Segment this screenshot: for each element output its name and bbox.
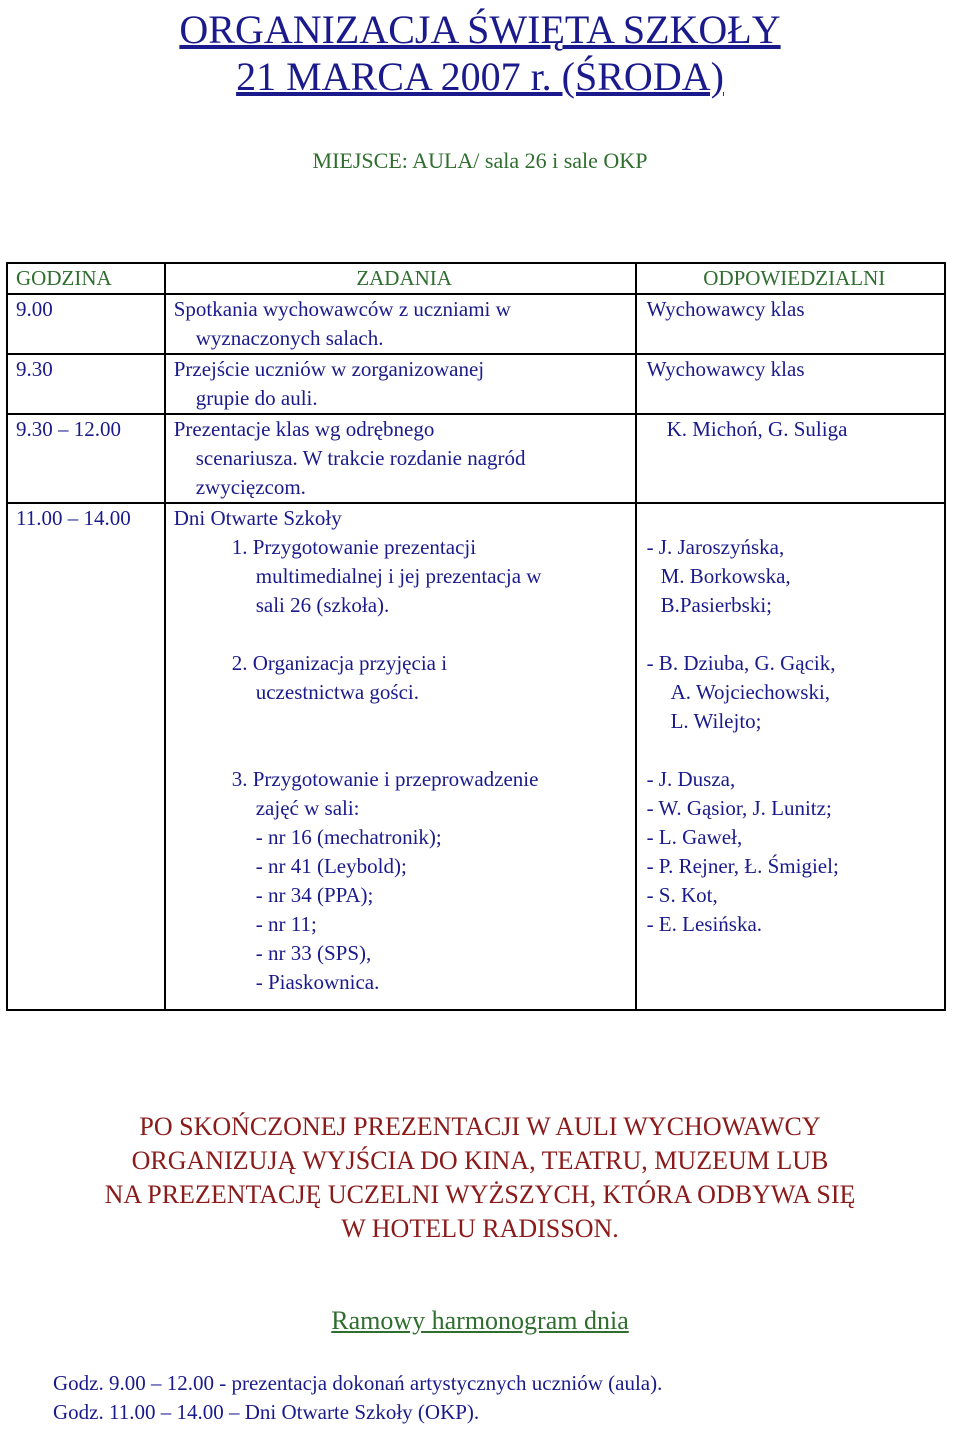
row-responsible	[636, 354, 945, 414]
schedule-line: Godz. 11.00 – 14.00 – Dni Otwarte Szkoły (OKP).	[53, 1400, 480, 1424]
header-tasks: ZADANIA	[165, 263, 636, 294]
responsible-line: - E. Lesińska.	[646, 912, 763, 936]
schedule-table	[6, 262, 946, 1011]
subtask-1	[231, 533, 635, 620]
notice-block	[0, 1110, 960, 1246]
subtask-line: 1. Przygotowanie prezentacji	[231, 535, 477, 559]
subtask-line: - nr 33 (SPS),	[255, 941, 372, 965]
responsible-line: B.Pasierbski;	[660, 593, 772, 617]
place-line: MIEJSCE: AULA/ sala 26 i sale OKP	[312, 148, 648, 173]
schedule-title: Ramowy harmonogram dnia	[331, 1306, 629, 1335]
subtask-3	[231, 765, 635, 997]
table-row	[7, 414, 945, 503]
table-header-row	[7, 263, 945, 294]
responsible-line: - P. Rejner, Ł. Śmigiel;	[646, 854, 839, 878]
task-title: Dni Otwarte Szkoły	[173, 506, 342, 530]
responsible-line: Wychowawcy klas	[646, 357, 805, 381]
responsible-line: - J. Jaroszyńska,	[646, 535, 785, 559]
header-time: GODZINA	[7, 263, 165, 294]
task-line: zwycięzcom.	[195, 475, 306, 499]
row-responsible	[636, 414, 945, 503]
row-time: 11.00 – 14.00	[7, 503, 165, 1010]
header-responsible: ODPOWIEDZIALNI	[636, 263, 945, 294]
subtask-line: multimedialnej i jej prezentacja w	[255, 564, 542, 588]
subtask-line: 3. Przygotowanie i przeprowadzenie	[231, 767, 539, 791]
row-time: 9.30 – 12.00	[7, 414, 165, 503]
subtask-line: uczestnictwa gości.	[255, 680, 420, 704]
row-time: 9.30	[7, 354, 165, 414]
notice-line: W HOTELU RADISSON.	[341, 1214, 619, 1243]
row-responsible	[636, 503, 945, 1010]
row-task	[165, 354, 636, 414]
responsible-line: A. Wojciechowski,	[670, 680, 831, 704]
subtask-2	[231, 649, 635, 707]
responsible-line: - L. Gaweł,	[646, 825, 743, 849]
task-line: Przejście uczniów w zorganizowanej	[173, 357, 485, 381]
responsible-line: Wychowawcy klas	[646, 297, 805, 321]
notice-line: ORGANIZUJĄ WYJŚCIA DO KINA, TEATRU, MUZEUM LUB	[131, 1146, 829, 1175]
responsible-line: - W. Gąsior, J. Lunitz;	[646, 796, 832, 820]
task-line: scenariusza. W trakcie rozdanie nagród	[195, 446, 526, 470]
task-line: grupie do auli.	[195, 386, 318, 410]
task-line: Spotkania wychowawców z uczniami w	[173, 297, 511, 321]
responsible-line: - B. Dziuba, G. Gącik,	[646, 651, 836, 675]
row-responsible	[636, 294, 945, 354]
task-line: Prezentacje klas wg odrębnego	[173, 417, 435, 441]
responsible-line: L. Wilejto;	[670, 709, 762, 733]
subtask-line: - nr 11;	[255, 912, 317, 936]
subtask-line: - nr 16 (mechatronik);	[255, 825, 442, 849]
responsible-line: - S. Kot,	[646, 883, 718, 907]
row-task	[165, 503, 636, 1010]
subtask-line: - nr 41 (Leybold);	[255, 854, 407, 878]
table-row	[7, 354, 945, 414]
row-task	[165, 294, 636, 354]
subtask-line: zajęć w sali:	[255, 796, 360, 820]
responsible-line: - J. Dusza,	[646, 767, 736, 791]
document-title: ORGANIZACJA ŚWIĘTA SZKOŁY	[179, 7, 781, 52]
notice-line: NA PREZENTACJĘ UCZELNI WYŻSZYCH, KTÓRA ODBYWA SIĘ	[104, 1180, 856, 1209]
schedule-line: Godz. 9.00 – 12.00 - prezentacja dokonań artystycznych uczniów (aula).	[53, 1371, 663, 1395]
table-row	[7, 503, 945, 1010]
responsible-line: M. Borkowska,	[660, 564, 791, 588]
subtask-line: - Piaskownica.	[255, 970, 380, 994]
row-task	[165, 414, 636, 503]
task-line: wyznaczonych salach.	[195, 326, 384, 350]
row-time: 9.00	[7, 294, 165, 354]
document-date: 21 MARCA 2007 r. (ŚRODA)	[236, 54, 724, 99]
subtask-line: - nr 34 (PPA);	[255, 883, 374, 907]
subtask-line: 2. Organizacja przyjęcia i	[231, 651, 448, 675]
notice-line: PO SKOŃCZONEJ PREZENTACJI W AULI WYCHOWAWCY	[139, 1112, 821, 1141]
table-row	[7, 294, 945, 354]
subtask-line: sali 26 (szkoła).	[255, 593, 390, 617]
responsible-line: K. Michoń, G. Suliga	[666, 417, 848, 441]
